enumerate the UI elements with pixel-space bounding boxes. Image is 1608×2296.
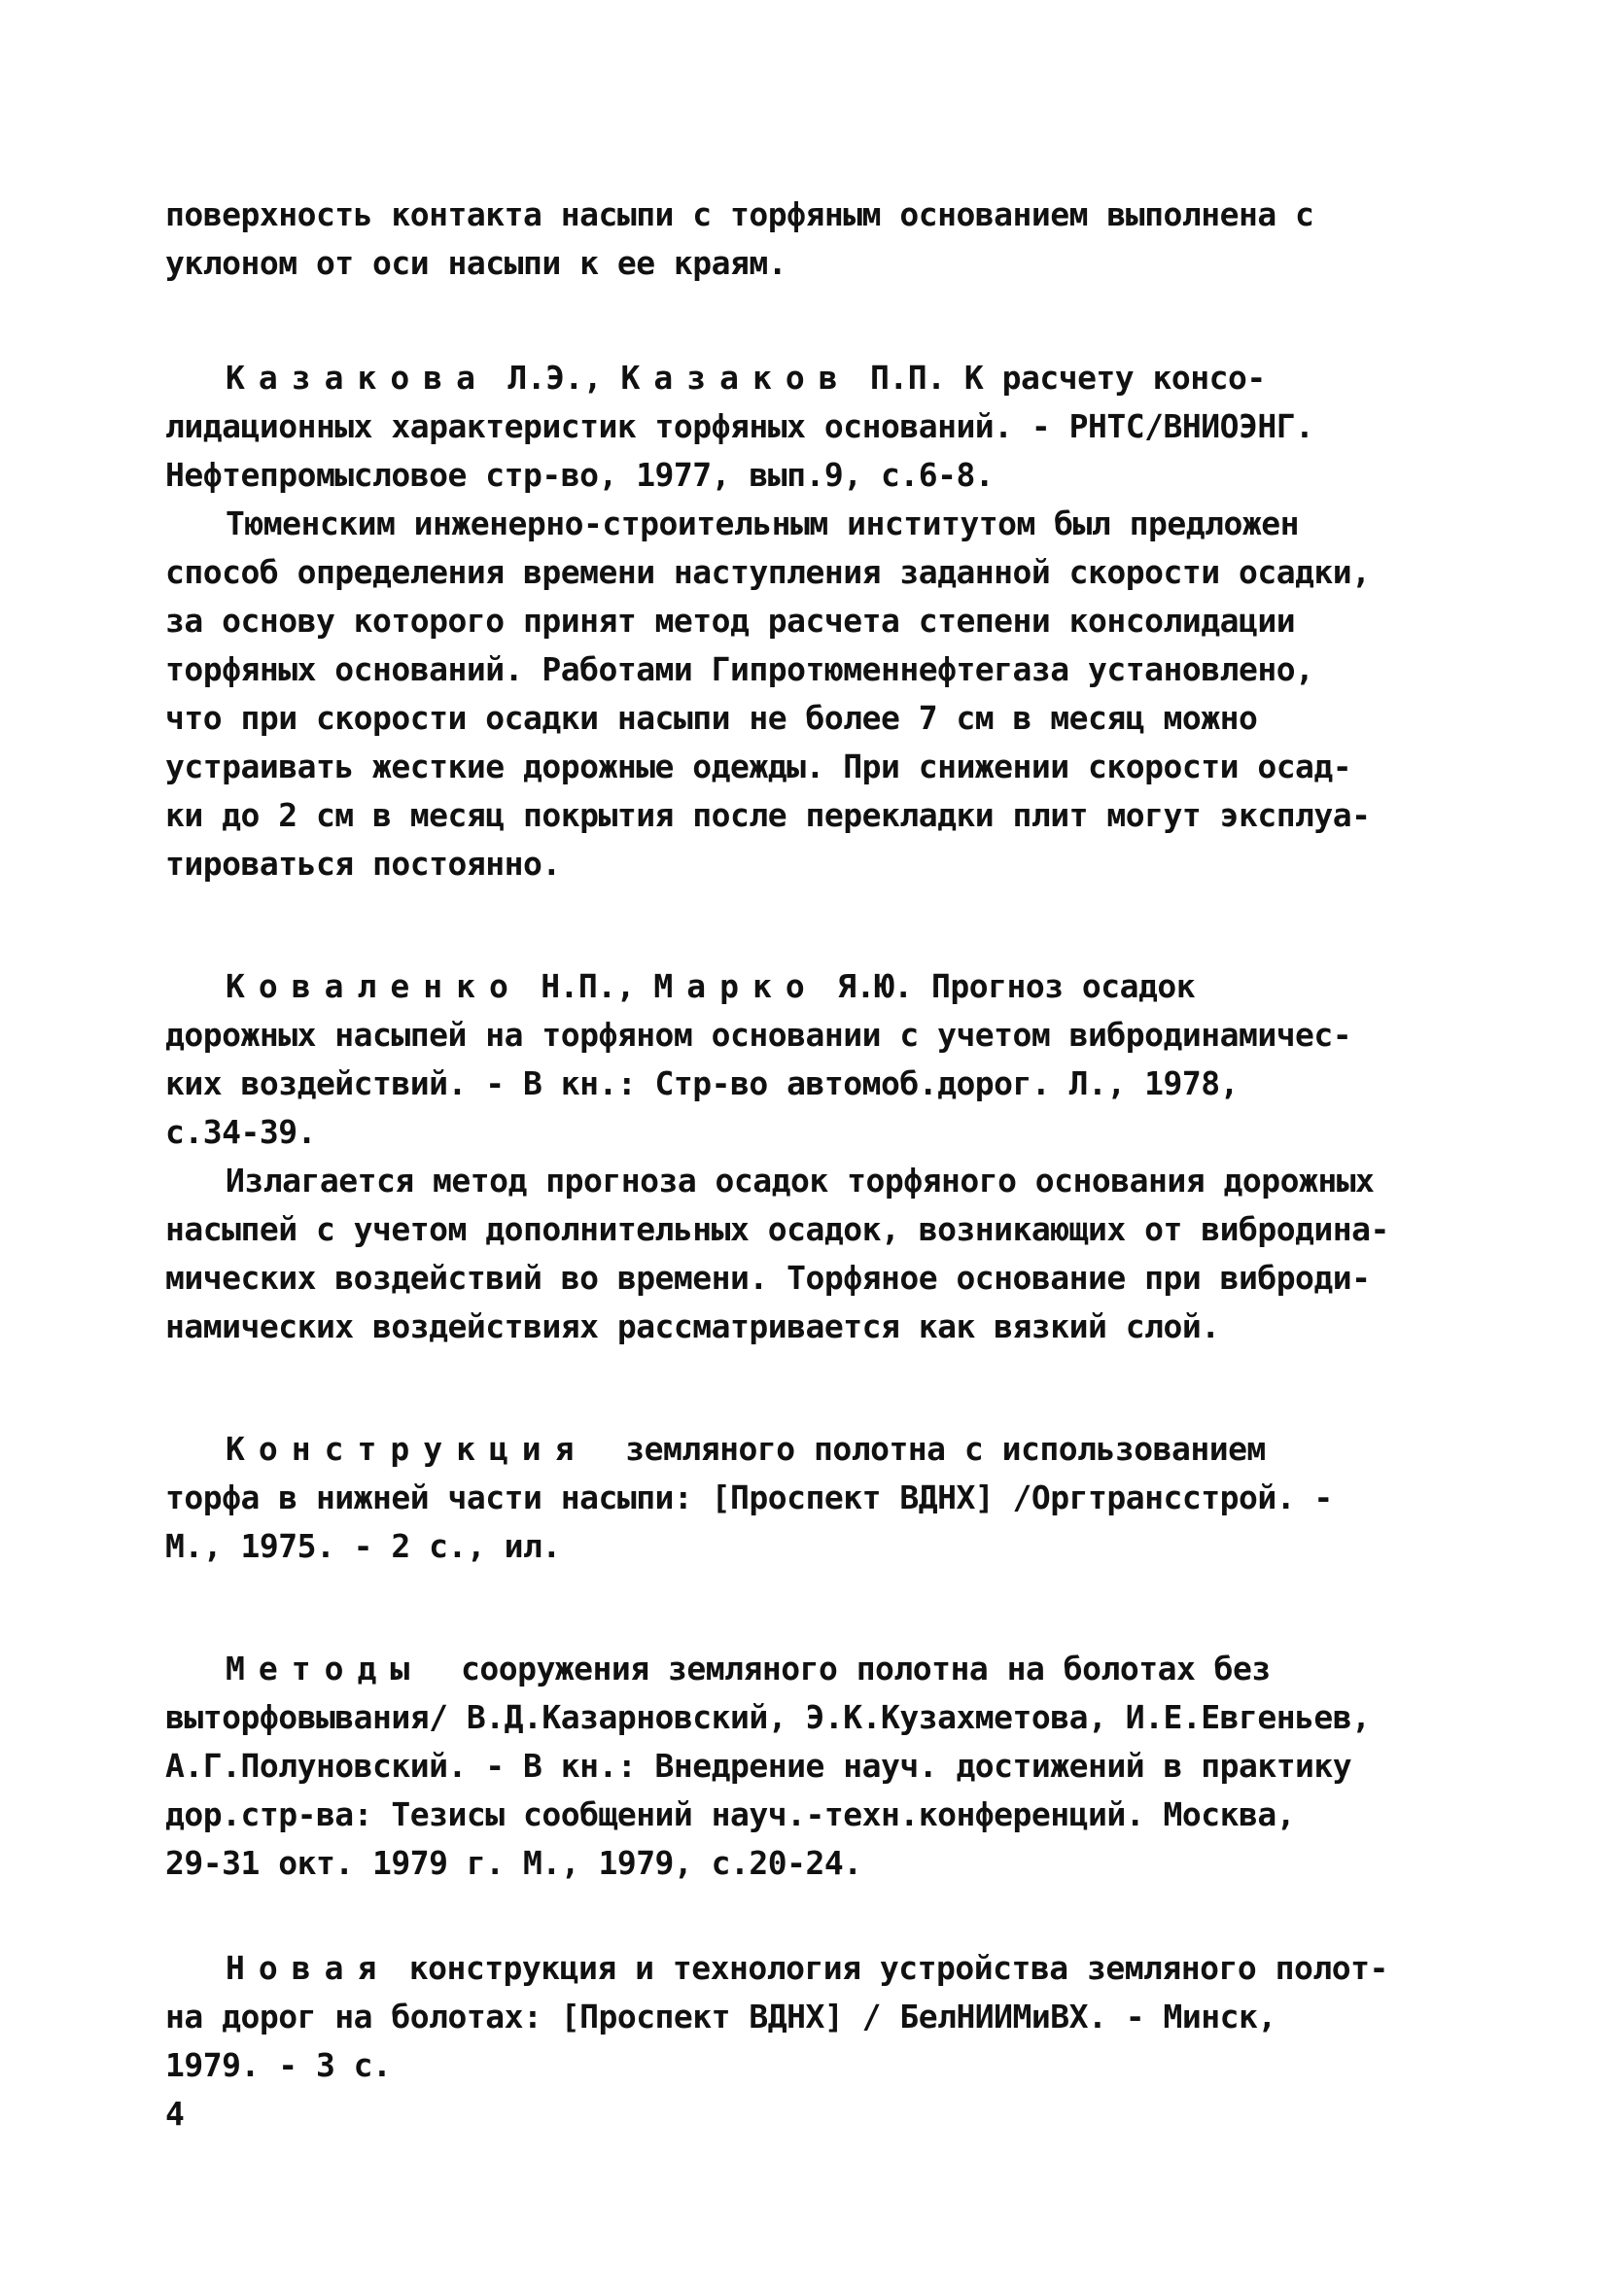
lead-word: Новая bbox=[226, 1949, 391, 1987]
citation-line: А.Г.Полуновский. - В кн.: Внедрение науч. достижений в практику bbox=[165, 1747, 1352, 1785]
author-initials: Л.Э., bbox=[507, 359, 603, 397]
entry-heading bbox=[226, 1645, 1271, 1693]
abstract-line: за основу которого принят метод расчета степени консолидации bbox=[165, 602, 1296, 640]
citation-line: дорожных насыпей на торфяном основании с учетом вибродинамичес- bbox=[165, 1016, 1352, 1054]
citation-line: 1979. - 3 с. bbox=[165, 2046, 392, 2084]
author-surname: Казаков bbox=[620, 359, 852, 397]
intro-line: поверхность контакта насыпи с торфяным основанием выполнена с bbox=[165, 195, 1314, 233]
page-number: 4 bbox=[165, 2095, 185, 2133]
abstract-line: Тюменским инженерно-строительным институтом был предложен bbox=[226, 504, 1299, 542]
abstract-line: Излагается метод прогноза осадок торфяного основания дорожных bbox=[226, 1162, 1375, 1200]
author-surname: Казакова bbox=[226, 359, 489, 397]
entry-heading bbox=[226, 354, 1266, 402]
entry-heading bbox=[226, 962, 1195, 1011]
citation-title: земляного полотна с использованием bbox=[625, 1430, 1266, 1468]
author-initials: Я.Ю. bbox=[837, 967, 913, 1005]
abstract-line: мических воздействий во времени. Торфяное основание при виброди- bbox=[165, 1259, 1371, 1297]
author-surname: Марко bbox=[653, 967, 819, 1005]
citation-line: Нефтепромысловое стр-во, 1977, вып.9, с.6-8. bbox=[165, 456, 995, 494]
entry-heading bbox=[226, 1425, 1266, 1474]
lead-word: Методы bbox=[226, 1650, 424, 1687]
abstract-line: торфяных оснований. Работами Гипротюменнефтегаза установлено, bbox=[165, 650, 1314, 688]
abstract-line: что при скорости осадки насыпи не более 7 см в месяц можно bbox=[165, 699, 1258, 737]
citation-title: К расчету консо- bbox=[963, 359, 1266, 397]
abstract-line: способ определения времени наступления заданной скорости осадки, bbox=[165, 553, 1371, 591]
author-initials: Н.П., bbox=[541, 967, 636, 1005]
citation-line: с.34-39. bbox=[165, 1113, 316, 1151]
citation-line: торфа в нижней части насыпи: [Проспект ВДНХ] /Оргтрансстрой. - bbox=[165, 1478, 1333, 1516]
abstract-line: тироваться постоянно. bbox=[165, 845, 561, 883]
citation-line: ких воздействий. - В кн.: Стр-во автомоб.дорог. Л., 1978, bbox=[165, 1064, 1239, 1102]
abstract-line: намических воздействиях рассматривается как вязкий слой. bbox=[165, 1307, 1220, 1345]
citation-line: на дорог на болотах: [Проспект ВДНХ] / БелНИИМиВХ. - Минск, bbox=[165, 1998, 1276, 2035]
citation-title: сооружения земляного полотна на болотах без bbox=[460, 1650, 1271, 1687]
entry-heading bbox=[226, 1944, 1388, 1993]
citation-title: Прогноз осадок bbox=[930, 967, 1196, 1005]
citation-line: 29-31 окт. 1979 г. М., 1979, с.20-24. bbox=[165, 1844, 862, 1882]
abstract-line: устраивать жесткие дорожные одежды. При снижении скорости осад- bbox=[165, 748, 1352, 785]
citation-line: лидационных характеристик торфяных оснований. - РНТС/ВНИОЭНГ. bbox=[165, 407, 1314, 445]
citation-title: конструкция и технология устройства земляного полот- bbox=[408, 1949, 1388, 1987]
author-initials: П.П. bbox=[870, 359, 946, 397]
citation-line: выторфовывания/ В.Д.Казарновский, Э.К.Кузахметова, И.Е.Евгеньев, bbox=[165, 1698, 1371, 1736]
abstract-line: ки до 2 см в месяц покрытия после перекладки плит могут эксплуа- bbox=[165, 796, 1371, 834]
abstract-line: насыпей с учетом дополнительных осадок, возникающих от вибродина- bbox=[165, 1210, 1389, 1248]
lead-word: Конструкция bbox=[226, 1430, 588, 1468]
intro-line: уклоном от оси насыпи к ее краям. bbox=[165, 244, 787, 282]
citation-line: М., 1975. - 2 с., ил. bbox=[165, 1527, 561, 1565]
author-surname: Коваленко bbox=[226, 967, 522, 1005]
citation-line: дор.стр-ва: Тезисы сообщений науч.-техн.конференций. Москва, bbox=[165, 1795, 1296, 1833]
